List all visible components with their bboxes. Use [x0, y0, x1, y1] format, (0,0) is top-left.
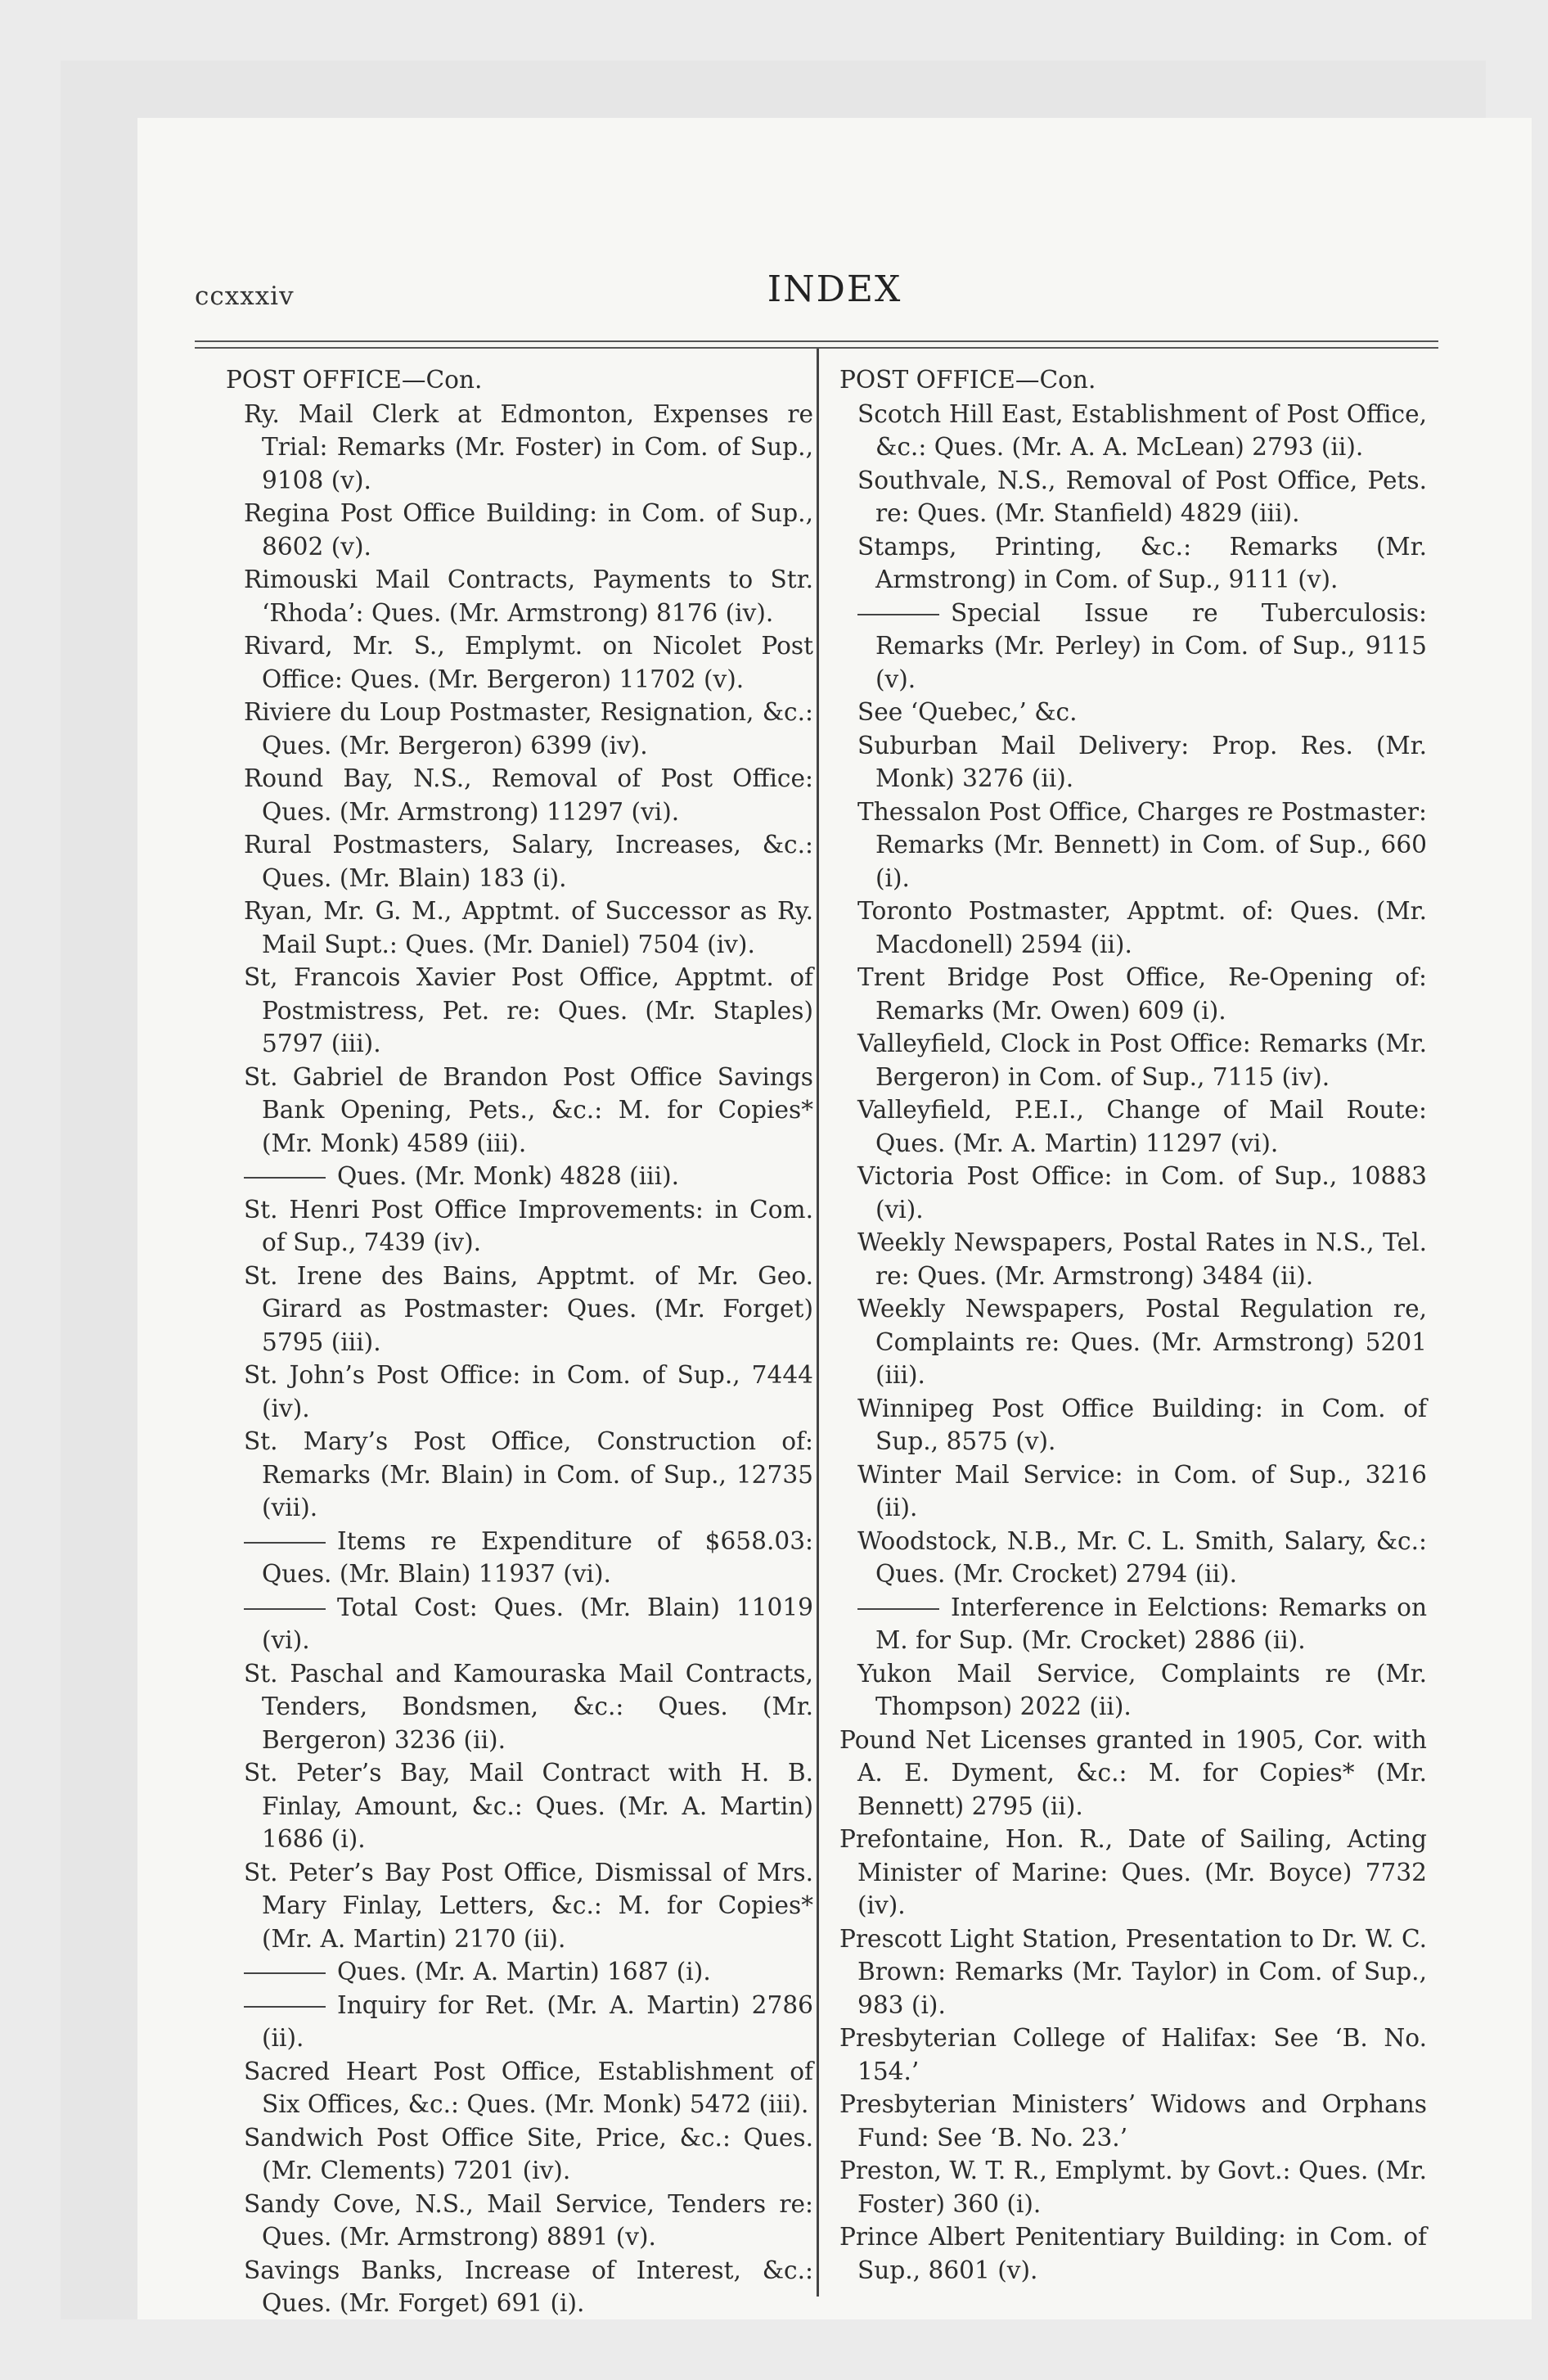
index-entry-text: Scotch Hill East, Establishment of Post Office, &c.: Ques. (Mr. A. A. McLean) 2793 (ii).	[857, 399, 1427, 461]
index-entry-text: St. Paschal and Kamouraska Mail Contracts, Tenders, Bondsmen, &c.: Ques. (Mr. Bergeron) 3236 (ii).	[244, 1659, 813, 1754]
index-entry-text: Toronto Postmaster, Apptmt. of: Ques. (Mr. Macdonell) 2594 (ii).	[857, 897, 1427, 958]
index-entry	[839, 729, 1427, 796]
index-entry-text: See ‘Quebec,’ &c.	[857, 698, 1078, 726]
index-entry-text: St. Peter’s Bay, Mail Contract with H. B. Finlay, Amount, &c.: Ques. (Mr. A. Martin) 1686 (i).	[244, 1759, 813, 1853]
index-entry-text: Stamps, Printing, &c.: Remarks (Mr. Armstrong) in Com. of Sup., 9111 (v).	[857, 532, 1427, 593]
index-entry	[839, 530, 1427, 597]
index-entry	[839, 2154, 1427, 2220]
repeat-dash	[244, 1542, 326, 1544]
index-entry-text: Presbyterian College of Halifax: See ‘B. No. 154.’	[839, 2024, 1427, 2085]
index-entry	[226, 563, 813, 629]
index-entry-text: Weekly Newspapers, Postal Rates in N.S., Tel. re: Ques. (Mr. Armstrong) 3484 (ii).	[857, 1228, 1427, 1290]
index-entry-text: Prescott Light Station, Presentation to Dr. W. C. Brown: Remarks (Mr. Taylor) in Com. of Sup., 983 (i).	[839, 1924, 1427, 2019]
index-entry	[226, 1989, 813, 2055]
index-entry	[839, 1160, 1427, 1226]
index-entry-text: Valleyfield, Clock in Post Office: Remarks (Mr. Bergeron) in Com. of Sup., 7115 (iv).	[857, 1030, 1427, 1091]
index-entry-text: Items re Expenditure of $658.03: Ques. (Mr. Blain) 11937 (vi).	[262, 1526, 813, 1588]
repeat-dash	[244, 1177, 326, 1179]
index-entry-text: Southvale, N.S., Removal of Post Office, Pets. re: Ques. (Mr. Stanfield) 4829 (iii).	[857, 466, 1427, 527]
index-entry-text: Victoria Post Office: in Com. of Sup., 10883 (vi).	[857, 1162, 1427, 1224]
index-entry	[226, 1955, 813, 1989]
index-entry-text: Regina Post Office Building: in Com. of Sup., 8602 (v).	[244, 499, 813, 561]
index-entry-text: St, Francois Xavier Post Office, Apptmt. of Postmistress, Pet. re: Ques. (Mr. Staples) 5797 (iii).	[244, 963, 813, 1057]
column-divider	[817, 349, 819, 2297]
index-entry-text: Sacred Heart Post Office, Establishment of Six Offices, &c.: Ques. (Mr. Monk) 5472 (iii).	[244, 2057, 813, 2118]
index-entry-text: St. Peter’s Bay Post Office, Dismissal of Mrs. Mary Finlay, Letters, &c.: M. for Copies* (Mr. A. Martin) 2170 (ii).	[244, 1858, 813, 1953]
index-entry-text: St. Mary’s Post Office, Construction of: Remarks (Mr. Blain) in Com. of Sup., 12735 (vii).	[244, 1427, 813, 1521]
index-entry-text: Ryan, Mr. G. M., Apptmt. of Successor as Ry. Mail Supt.: Ques. (Mr. Daniel) 7504 (iv).	[244, 897, 813, 958]
index-entry	[226, 2121, 813, 2188]
index-entry-text: Rivard, Mr. S., Emplymt. on Nicolet Post Office: Ques. (Mr. Bergeron) 11702 (v).	[244, 632, 813, 693]
index-entry-text: Prefontaine, Hon. R., Date of Sailing, Acting Minister of Marine: Ques. (Mr. Boyce) 7732 (iv).	[839, 1825, 1427, 1919]
index-entry	[839, 1657, 1427, 1724]
index-entry-text: Woodstock, N.B., Mr. C. L. Smith, Salary, &c.: Ques. (Mr. Crocket) 2794 (ii).	[857, 1526, 1427, 1588]
index-entry	[226, 696, 813, 762]
index-entry-text: Savings Banks, Increase of Interest, &c.: Ques. (Mr. Forget) 691 (i).	[244, 2256, 813, 2317]
index-entry	[839, 1392, 1427, 1458]
index-entry	[839, 1292, 1427, 1392]
index-entry	[839, 1093, 1427, 1160]
index-entry-text: Presbyterian Ministers’ Widows and Orphans Fund: See ‘B. No. 23.’	[839, 2090, 1427, 2152]
index-entry-text: Ques. (Mr. Monk) 4828 (iii).	[337, 1162, 680, 1190]
index-entry	[839, 1458, 1427, 1525]
index-entry-text: Rural Postmasters, Salary, Increases, &c.: Ques. (Mr. Blain) 183 (i).	[244, 831, 813, 892]
index-entry	[226, 629, 813, 696]
index-entry	[839, 895, 1427, 961]
index-page	[137, 118, 1532, 2319]
repeat-dash	[857, 1608, 939, 1610]
index-entry	[839, 1823, 1427, 1922]
index-entry	[226, 1359, 813, 1425]
index-entry	[226, 1061, 813, 1161]
index-entry	[839, 696, 1427, 729]
scanned-page-background	[61, 61, 1486, 2319]
index-entry-text: Sandwich Post Office Site, Price, &c.: Ques. (Mr. Clements) 7201 (iv).	[244, 2123, 813, 2184]
page-title: INDEX	[767, 268, 902, 310]
index-entry	[226, 398, 813, 498]
index-entry-text: St. Irene des Bains, Apptmt. of Mr. Geo. Girard as Postmaster: Ques. (Mr. Forget) 5795 (iii).	[244, 1261, 813, 1356]
index-entry-text: St. Gabriel de Brandon Post Office Savings Bank Opening, Pets., &c.: M. for Copies* (Mr. Monk) 4589 (iii).	[244, 1062, 813, 1157]
index-entry-text: Rimouski Mail Contracts, Payments to Str. ‘Rhoda’: Ques. (Mr. Armstrong) 8176 (iv).	[244, 566, 813, 627]
index-entry-text: Valleyfield, P.E.I., Change of Mail Route: Ques. (Mr. A. Martin) 11297 (vi).	[857, 1096, 1427, 1157]
index-entry	[839, 597, 1427, 696]
index-entry	[226, 2188, 813, 2254]
index-entry-text: Special Issue re Tuberculosis: Remarks (Mr. Perley) in Com. of Sup., 9115 (v).	[875, 598, 1427, 693]
index-entry-text: Trent Bridge Post Office, Re-Opening of: Remarks (Mr. Owen) 609 (i).	[857, 963, 1427, 1025]
index-entry	[226, 828, 813, 895]
index-entry	[226, 2254, 813, 2320]
index-entry	[839, 398, 1427, 464]
repeat-dash	[857, 614, 939, 615]
index-entry	[226, 1260, 813, 1359]
index-entry	[226, 1525, 813, 1591]
index-entry	[839, 2088, 1427, 2154]
index-entry-text: Thessalon Post Office, Charges re Postmaster: Remarks (Mr. Bennett) in Com. of Sup., 660 (i).	[857, 797, 1427, 892]
repeat-dash	[244, 2006, 326, 2008]
index-entry-text: Sandy Cove, N.S., Mail Service, Tenders re: Ques. (Mr. Armstrong) 8891 (v).	[244, 2189, 813, 2251]
index-entry	[839, 1724, 1427, 1823]
right-column-heading: POST OFFICE—Con.	[839, 366, 1096, 394]
index-entry	[839, 2220, 1427, 2287]
index-entry	[226, 1657, 813, 1757]
index-entry-text: Suburban Mail Delivery: Prop. Res. (Mr. Monk) 3276 (ii).	[857, 731, 1427, 792]
index-entry	[839, 464, 1427, 530]
index-entry	[839, 1027, 1427, 1093]
page-folio: ccxxxiv	[195, 282, 295, 311]
left-column-heading: POST OFFICE—Con.	[226, 366, 483, 394]
index-entry	[226, 497, 813, 563]
right-column	[839, 363, 1427, 2287]
index-entry	[839, 1226, 1427, 1292]
index-entry-text: St. Henri Post Office Improvements: in Com. of Sup., 7439 (iv).	[244, 1195, 813, 1256]
index-entry-text: Winter Mail Service: in Com. of Sup., 3216 (ii).	[857, 1460, 1427, 1521]
repeat-dash	[244, 1972, 326, 1974]
index-entry	[226, 961, 813, 1061]
index-entry	[226, 762, 813, 828]
index-entry-text: Ques. (Mr. A. Martin) 1687 (i).	[337, 1958, 711, 1986]
index-entry	[839, 1525, 1427, 1591]
index-entry-text: Winnipeg Post Office Building: in Com. of Sup., 8575 (v).	[857, 1394, 1427, 1455]
index-entry	[839, 1922, 1427, 2022]
index-entry	[226, 1160, 813, 1193]
index-entry	[839, 961, 1427, 1027]
index-entry-text: Prince Albert Penitentiary Building: in Com. of Sup., 8601 (v).	[839, 2223, 1427, 2284]
index-entry	[226, 1856, 813, 1956]
index-entry-text: Yukon Mail Service, Complaints re (Mr. Thompson) 2022 (ii).	[857, 1659, 1427, 1720]
index-entry	[839, 796, 1427, 895]
index-entry-text: Inquiry for Ret. (Mr. A. Martin) 2786 (ii).	[262, 1990, 813, 2052]
index-entry-text: St. John’s Post Office: in Com. of Sup., 7444 (iv).	[244, 1361, 813, 1422]
index-entry-text: Total Cost: Ques. (Mr. Blain) 11019 (vi).	[262, 1593, 813, 1654]
index-entry	[226, 1193, 813, 1260]
index-entry-text: Ry. Mail Clerk at Edmonton, Expenses re Trial: Remarks (Mr. Foster) in Com. of Sup., 9108 (v).	[244, 399, 813, 494]
left-column	[226, 363, 813, 2320]
index-entry-text: Pound Net Licenses granted in 1905, Cor. with A. E. Dyment, &c.: M. for Copies* (Mr. Bennett) 2795 (ii).	[839, 1725, 1427, 1820]
index-entry	[226, 1591, 813, 1657]
index-entry-text: Interference in Eelctions: Remarks on M. for Sup. (Mr. Crocket) 2886 (ii).	[875, 1593, 1427, 1654]
index-entry-text: Round Bay, N.S., Removal of Post Office: Ques. (Mr. Armstrong) 11297 (vi).	[244, 764, 813, 826]
index-entry-text: Preston, W. T. R., Emplymt. by Govt.: Ques. (Mr. Foster) 360 (i).	[839, 2157, 1427, 2218]
header-rule-top	[195, 340, 1438, 342]
index-entry-text: Riviere du Loup Postmaster, Resignation, &c.: Ques. (Mr. Bergeron) 6399 (iv).	[244, 698, 813, 760]
index-entry	[839, 2022, 1427, 2088]
repeat-dash	[244, 1608, 326, 1610]
index-entry	[839, 1591, 1427, 1657]
index-entry-text: Weekly Newspapers, Postal Regulation re, Complaints re: Ques. (Mr. Armstrong) 5201 (iii).	[857, 1295, 1427, 1389]
index-entry	[226, 895, 813, 961]
index-entry	[226, 1425, 813, 1525]
right-entries	[839, 398, 1427, 2288]
left-entries	[226, 398, 813, 2320]
index-entry	[226, 1756, 813, 1856]
index-entry	[226, 2055, 813, 2121]
